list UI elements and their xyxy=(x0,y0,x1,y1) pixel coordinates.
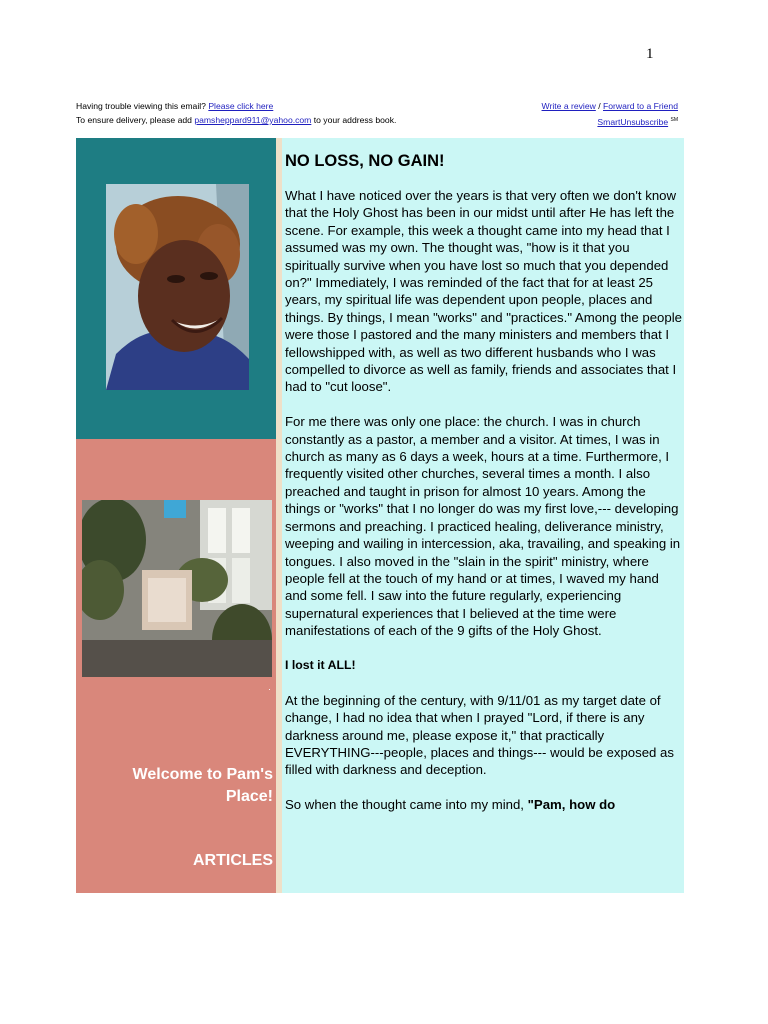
articles-heading[interactable]: ARTICLES xyxy=(193,852,273,869)
paragraph-4 xyxy=(285,796,683,813)
author-portrait-photo xyxy=(106,184,249,390)
article-title: NO LOSS, NO GAIN! xyxy=(285,152,445,170)
review-forward-line xyxy=(542,99,678,113)
welcome-line-1: Welcome to Pam's xyxy=(132,766,273,783)
smart-unsubscribe-link[interactable]: SmartUnsubscribe xyxy=(597,116,669,127)
page-number: 1 xyxy=(646,46,654,62)
sender-email-link[interactable]: pamsheppard911@yahoo.com xyxy=(194,115,312,125)
trouble-viewing-text: Having trouble viewing this email? xyxy=(76,101,206,111)
email-header-right xyxy=(542,99,678,129)
trouble-viewing-line xyxy=(76,99,396,113)
paragraph-3: At the beginning of the century, with 9/11/01 as my target date of change, I had no idea that when I prayed "Lord, if there is any darkness around me, please expose it," that practically EVERYTHING---people, places and things--- would be exposed as filled with darkness and deception. xyxy=(285,692,674,778)
paragraph-4-bold: "Pam, how do xyxy=(527,797,616,813)
forward-friend-link[interactable]: Forward to a Friend xyxy=(603,101,678,111)
click-here-link[interactable]: Please click here xyxy=(208,101,274,111)
chapel-interior-photo xyxy=(82,500,272,677)
article-subheading: I lost it ALL! xyxy=(285,657,356,672)
ensure-delivery-line xyxy=(76,113,396,127)
service-mark: SM xyxy=(670,117,678,123)
write-review-link[interactable]: Write a review xyxy=(541,101,596,111)
paragraph-1: What I have noticed over the years is that very often we don't know that the Holy Ghost has been in our midst until after He has left the scene. For example, this week a thought came into my head that I assumed was my own. The thought was, "how is it that you spiritually survive when you have lost so much that you depended on?" Immediately, I was reminded of the fact that for at least 25 years, my spiritual life was dependent upon people, places and things. By things, I mean "works" and "practices." Among the people were those I pastored and the many ministers and members that I fellowshipped with, as well as two different husbands who I was compelled to divorce as well as family, friends and associates that I had to "cut loose". xyxy=(285,188,682,395)
welcome-heading xyxy=(90,764,273,808)
address-book-text: to your address book. xyxy=(313,115,397,125)
link-separator: / xyxy=(598,101,601,111)
welcome-line-2: Place! xyxy=(225,788,273,805)
email-header-left xyxy=(76,99,396,127)
article-body xyxy=(285,151,683,831)
unsubscribe-line xyxy=(542,113,678,129)
ensure-delivery-text: To ensure delivery, please add xyxy=(76,115,192,125)
paragraph-2: For me there was only one place: the church. I was in church constantly as a pastor, a member and a visitor. At times, I was in church as many as 6 days a week, hours at a time. Furthermore, I frequently visited other churches, several times a month. I also preached and taught in prison for almost 10 years. Among the things or "works" that I no longer do was my first love,--- developing sermons and preaching. I practiced healing, deliverance ministry, weeping and wailing in intercession, aka, travailing, and speaking in tongues. I also moved in the "slain in the spirit" ministry, where people fell at the touch of my hand or at times, I waved my hand and some fell. I saw into the future regularly, experiencing supernatural experiences that I believed at the time were manifestations of each of the 9 gifts of the Holy Ghost. xyxy=(285,414,681,639)
article-clip xyxy=(282,138,684,893)
paragraph-4-start: So when the thought came into my mind, xyxy=(285,797,524,813)
portrait-illustration xyxy=(106,184,249,390)
chapel-illustration xyxy=(82,500,272,677)
sidebar-bullet: · xyxy=(268,684,271,694)
